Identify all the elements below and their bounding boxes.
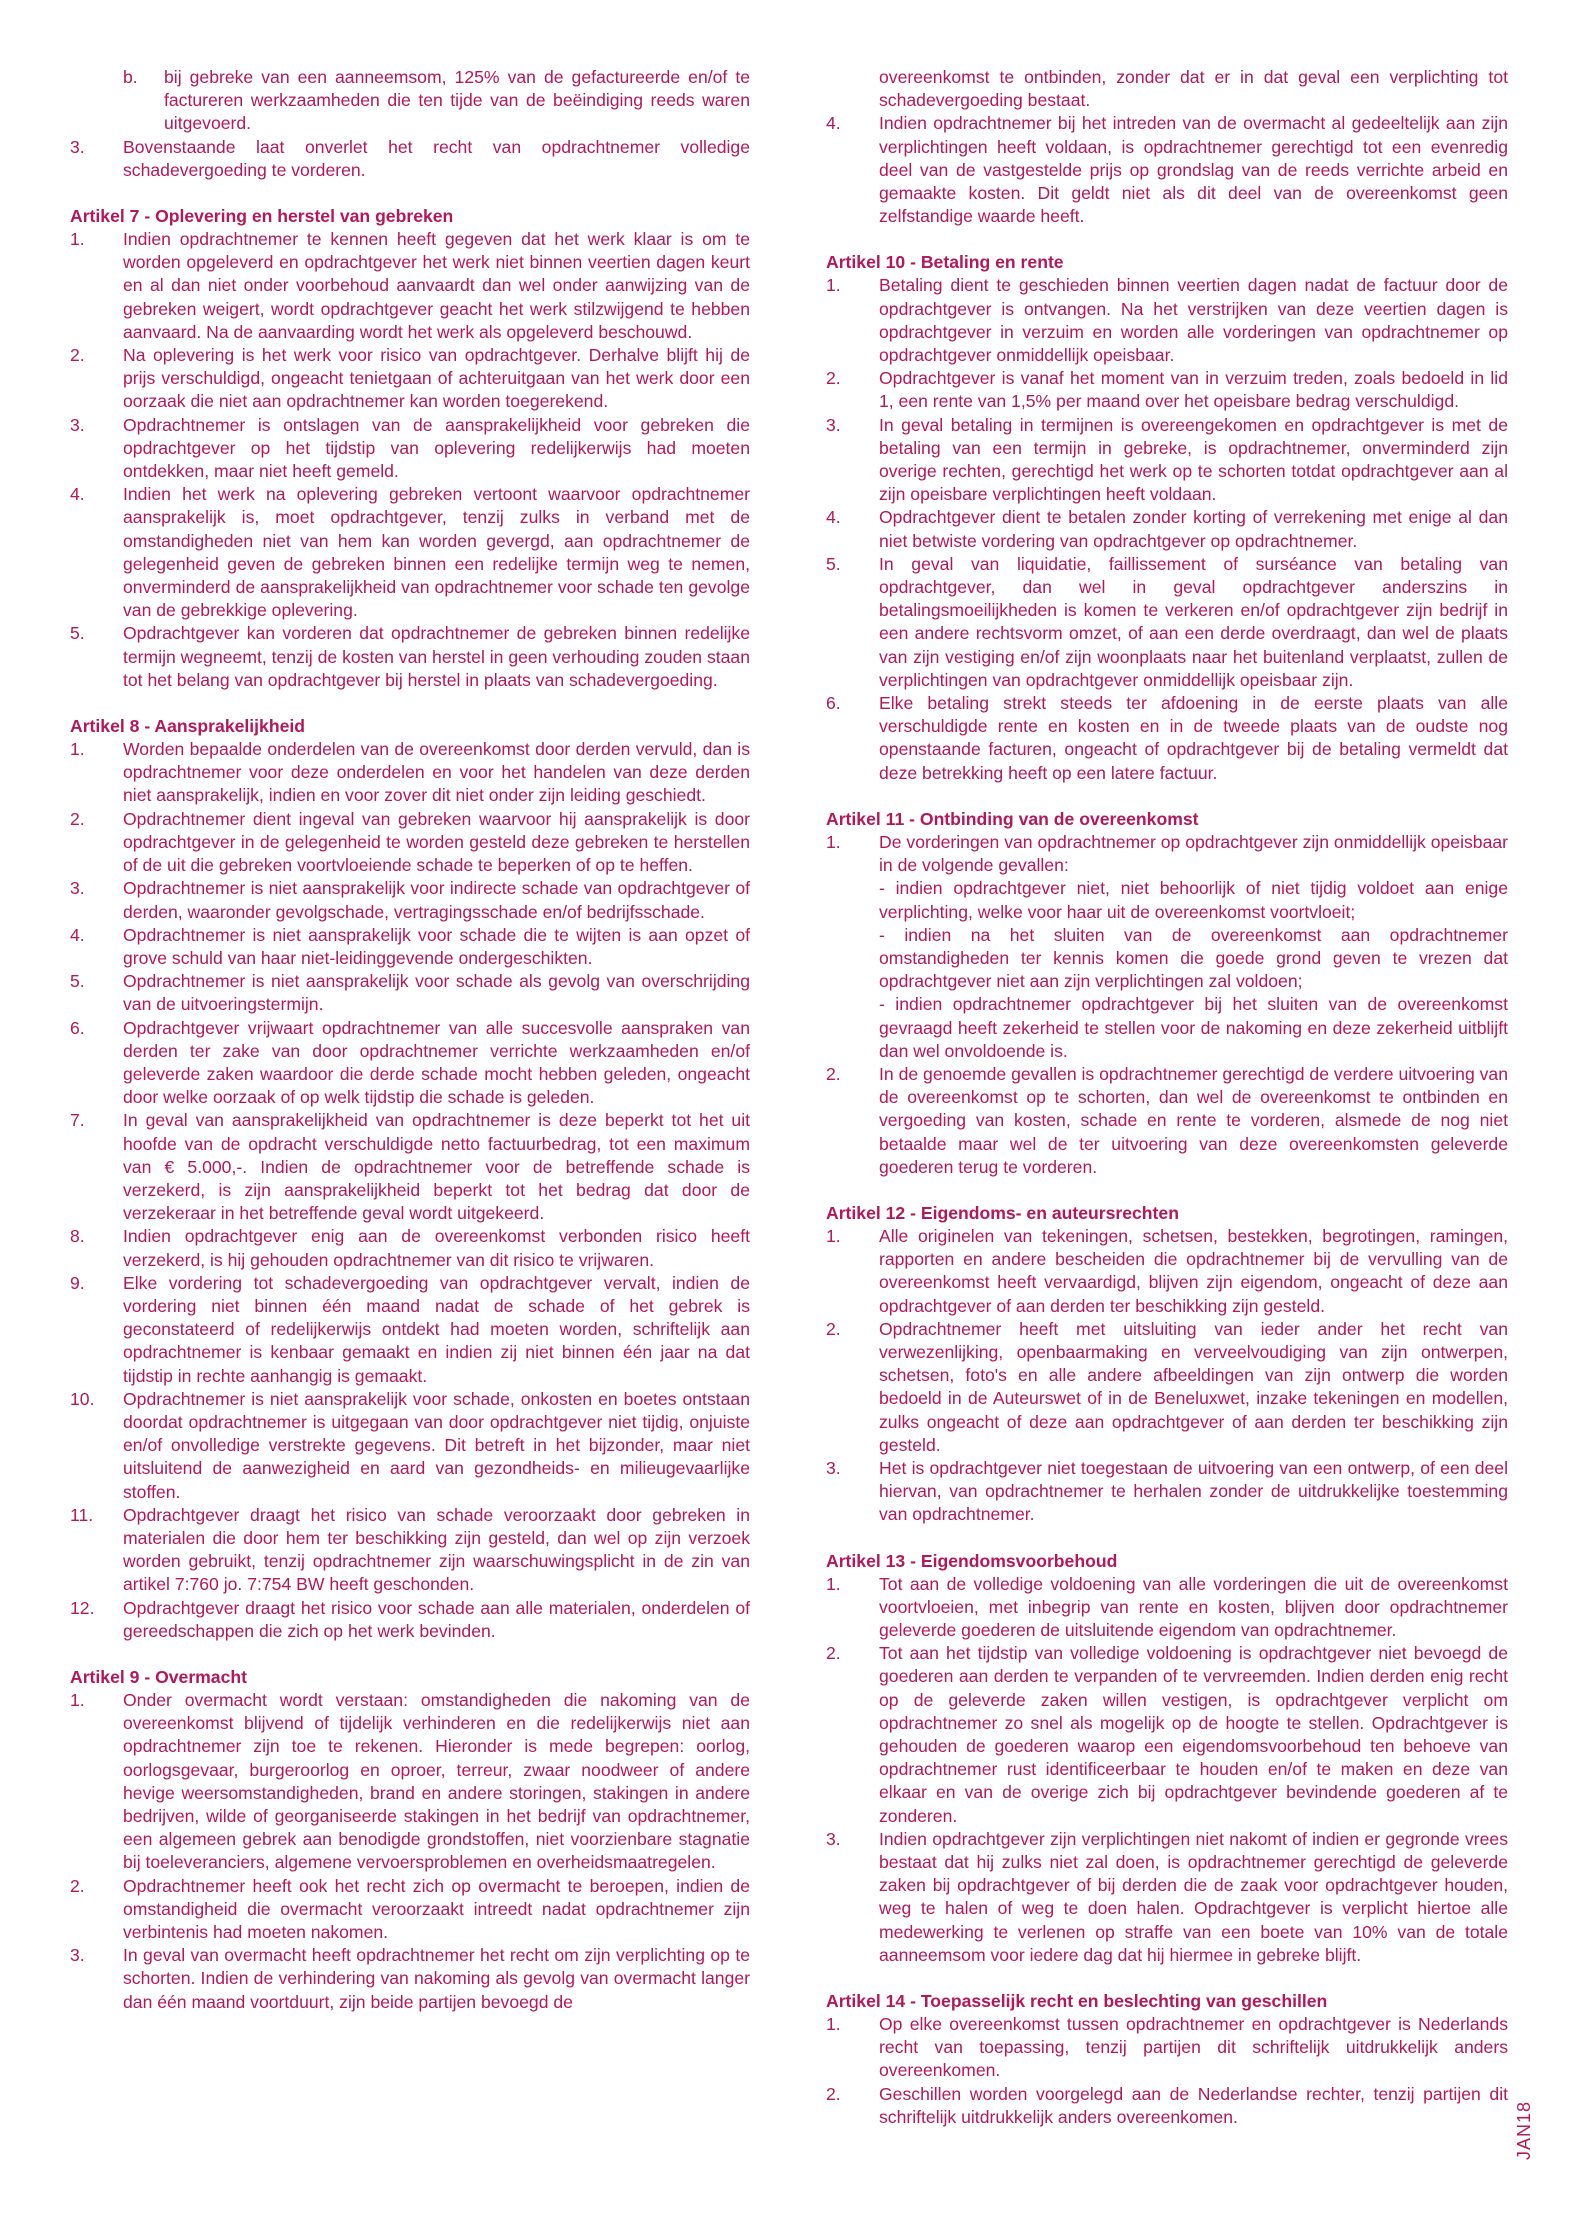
list-item xyxy=(70,1225,750,1271)
list-item: 3. Bovenstaande laat onverlet het recht van opdrachtnemer volledige schadevergoeding te vorderen. xyxy=(70,136,750,180)
article-10 xyxy=(826,251,1508,784)
right-column xyxy=(826,66,1508,2152)
list-item: 4. Indien opdrachtnemer bij het intreden van de overmacht al gedeeltelijk aan zijn verplichtingen heeft voldaan, is opdrachtnemer gerechtigd tot een evenredig deel van de vastgestelde prijs op grondslag van de reeds verrichte arbeid en gemaakte kosten. Dit geldt niet als dit deel van de overeenkomst geen zelfstandige waarde heeft. xyxy=(826,113,1508,227)
list-item: b. bij gebreke van een aanneemsom, 125% van de gefactureerde en/of te factureren werkzaamheden die ten tijde van de beëindiging reeds waren uitgevoerd. xyxy=(123,67,750,134)
list-item xyxy=(70,808,750,878)
list-item xyxy=(70,1597,750,1643)
article-heading: Artikel 11 - Ontbinding van de overeenkomst xyxy=(826,808,1199,829)
item-number: 2. xyxy=(70,808,85,829)
list-item xyxy=(70,414,750,484)
item-text: Opdrachtnemer heeft met uitsluiting van ieder ander het recht van verwezenlijking, openbaarmaking en verveelvoudiging van zijn ontwerpen, schetsen, foto's en alle andere afbeeldingen van zijn ontwerp die worden bedoeld in de Auteurswet of in de Beneluxwet, inzake tekeningen en modellen, zulks ongeacht of deze aan opdrachtgever of aan derden ter beschikking zijn gesteld. xyxy=(879,1318,1508,1455)
list-item xyxy=(826,274,1508,367)
item-number: 2. xyxy=(826,368,841,389)
item-text: Opdrachtgever draagt het risico van schade veroorzaakt door gebreken in materialen die door hem ter beschikking zijn gesteld, dan wel op zijn verzoek worden gebruikt, tenzij opdrachtnemer zijn waarschuwingsplicht in de zin van artikel 7:760 jo. 7:754 BW heeft geschonden. xyxy=(123,1504,750,1595)
article-14 xyxy=(826,1990,1508,2129)
item-text: In de genoemde gevallen is opdrachtnemer gerechtigd de verdere uitvoering van de overeenkomst op te schorten, dan wel de overeenkomst te ontbinden en vergoeding van kosten, schade en rente te vorderen, alsmede de nog niet betaalde maar wel de ter uitvoering van deze overeenkomsten geleverde goederen terug te vorderen. xyxy=(879,1063,1508,1177)
item-text: Opdrachtgever vrijwaart opdrachtnemer van alle succesvolle aanspraken van derden ter zake van door opdrachtnemer verrichte werkzaamheden en/of geleverde zaken waardoor die derde schade mocht hebben geleden, ongeacht door welke oorzaak of op welk tijdstip die schade is geleden. xyxy=(123,1017,750,1108)
item-number: 12. xyxy=(70,1597,95,1618)
item-number: 3. xyxy=(826,1457,841,1478)
article-11 xyxy=(826,808,1508,1179)
list-item: 1. De vorderingen van opdrachtnemer op opdrachtgever zijn onmiddellijk opeisbaar in de volgende gevallen: - indien opdrachtgever niet, niet behoorlijk of niet tijdig voldoet aan enige verplichting, welke voor haar uit de overeenkomst voortvloeit; - indien na het sluiten van de overeenkomst aan opdrachtnemer omstandigheden ter kennis komen die goede grond geven te vrezen dat opdrachtgever niet aan zijn verplichtingen zal voldoen; - indien opdrachtnemer opdrachtgever bij het sluiten van de overeenkomst gevraagd heeft zekerheid te stellen voor de nakoming en deze zekerheid uitblijft dan wel onvoldoende is. xyxy=(826,831,1508,1063)
item-number: 5. xyxy=(70,971,85,992)
list-item xyxy=(826,553,1508,692)
list-item xyxy=(70,1388,750,1504)
dash-item: - indien opdrachtnemer opdrachtgever bij het sluiten van de overeenkomst gevraagd heeft zekerheid te stellen voor de nakoming en deze zekerheid uitblijft dan wel onvoldoende is. xyxy=(879,994,1508,1061)
list-item xyxy=(826,1573,1508,1643)
article-heading: Artikel 8 - Aansprakelijkheid xyxy=(70,716,305,737)
article-8 xyxy=(70,715,750,1643)
item-number: 6. xyxy=(826,693,841,714)
list-item xyxy=(826,506,1508,552)
item-number: 3. xyxy=(70,414,85,435)
document-version-code: JAN18 xyxy=(1514,2100,1534,2160)
item-text: Tot aan het tijdstip van volledige voldoening is opdrachtgever niet bevoegd de goederen aan derden te verpanden of te vervreemden. Indien derden enig recht op de geleverde zaken willen vestigen, is opdrachtgever verplicht om opdrachtnemer zo snel als mogelijk op de hoogte te stellen. Opdrachtgever is gehouden de goederen waarop een eigendomsvoorbehoud ten behoeve van opdrachtnemer rust identificeerbaar te houden en/of te maken en deze van elkaar en van de overige zich bij opdrachtgever bevindende goederen af te zonderen. xyxy=(879,1643,1508,1826)
item-text: Opdrachtnemer is niet aansprakelijk voor schade die te wijten is aan opzet of grove schuld van haar niet-leidinggevende ondergeschikten. xyxy=(123,924,750,968)
item-text: Opdrachtgever kan vorderen dat opdrachtnemer de gebreken binnen redelijke termijn wegneemt, tenzij de kosten van herstel in geen verhouding zouden staan tot het belang van opdrachtgever bij herstel in plaats van schadevergoeding. xyxy=(123,623,750,690)
list-item xyxy=(70,483,750,622)
article-heading: Artikel 10 - Betaling en rente xyxy=(826,252,1064,273)
dash-item: - indien na het sluiten van de overeenkomst aan opdrachtnemer omstandigheden ter kennis komen die goede grond geven te vrezen dat opdrachtgever niet aan zijn verplichtingen zal voldoen; xyxy=(879,924,1508,992)
item-text: Elke vordering tot schadevergoeding van opdrachtgever vervalt, indien de vordering niet binnen één maand nadat de schade of het gebrek is geconstateerd of redelijkerwijs ontdekt had moeten worden, schriftelijk aan opdrachtnemer is kenbaar gemaakt en indien zij niet binnen één jaar na dat tijdstip in rechte aanhangig is gemaakt. xyxy=(123,1272,750,1386)
list-item xyxy=(826,692,1508,785)
article-9 xyxy=(70,1666,750,2014)
list-item xyxy=(826,1457,1508,1527)
item-number: 2. xyxy=(70,1875,85,1896)
item-number: 5. xyxy=(826,553,841,574)
list-item xyxy=(70,1272,750,1388)
item-text: In geval van overmacht heeft opdrachtnemer het recht om zijn verplichting op te schorten. Indien de verhindering van nakoming als gevolg van overmacht langer dan één maand voortduurt, zijn beide partijen bevoegd de xyxy=(123,1945,750,2012)
item-text: Worden bepaalde onderdelen van de overeenkomst door derden vervuld, dan is opdrachtnemer voor deze onderdelen en voor het handelen van deze derden niet aansprakelijk, indien en voor zover dit niet onder zijn leiding geschiedt. xyxy=(123,739,750,806)
item-text: Indien het werk na oplevering gebreken vertoont waarvoor opdrachtnemer aansprakelijk is, moet opdrachtgever, tenzij zulks in verband met de omstandigheden niet van hem kan worden gevergd, aan opdrachtnemer de gelegenheid geven de gebreken binnen een redelijke termijn weg te nemen, onverminderd de aansprakelijkheid van opdrachtnemer voor schade ten gevolge van de gebrekkige oplevering. xyxy=(123,484,750,621)
item-text: Tot aan de volledige voldoening van alle vorderingen die uit de overeenkomst voortvloeien, met inbegrip van rente en kosten, blijven door opdrachtnemer geleverde goederen de uitsluitende eigendom van opdrachtnemer. xyxy=(879,1573,1508,1640)
list-item xyxy=(826,2083,1508,2129)
article-heading: Artikel 9 - Overmacht xyxy=(70,1667,247,1687)
item-number: 3. xyxy=(826,414,841,435)
article-heading: Artikel 14 - Toepasselijk recht en beslechting van geschillen xyxy=(826,1991,1328,2012)
item-number: 1. xyxy=(826,275,841,296)
list-item xyxy=(826,367,1508,413)
list-item xyxy=(70,1109,750,1225)
item-text: Geschillen worden voorgelegd aan de Nederlandse rechter, tenzij partijen dit schriftelijk uitdrukkelijk anders overeenkomen. xyxy=(879,2083,1508,2127)
article-9-continuation xyxy=(826,66,1508,228)
item-number: 1. xyxy=(826,2014,841,2035)
item-number: 2. xyxy=(826,1318,841,1339)
list-item xyxy=(70,622,750,692)
item-number: 2. xyxy=(826,1643,841,1664)
item-text: Opdrachtnemer is niet aansprakelijk voor indirecte schade van opdrachtgever of derden, waaronder gevolgschade, vertragingsschade en/of bedrijfsschade. xyxy=(123,878,750,922)
list-item xyxy=(70,228,750,344)
item-text: Alle originelen van tekeningen, schetsen, bestekken, begrotingen, ramingen, rapporten en andere bescheiden die opdrachtnemer bij de vervulling van de overeenkomst heeft vervaardigd, blijven zijn eigendom, ongeacht of deze aan opdrachtgever of aan derden ter beschikking zijn gesteld. xyxy=(879,1225,1508,1316)
item-text: Onder overmacht wordt verstaan: omstandigheden die nakoming van de overeenkomst blijvend of tijdelijk verhinderen en die redelijkerwijs niet aan opdrachtnemer zijn toe te rekenen. Hieronder is mede begrepen: oorlog, oorlogsgevaar, burgeroorlog en oproer, terreur, zwaar noodweer of andere hevige weersomstandigheden, brand en andere storingen, stakingen in andere bedrijven, wilde of georganiseerde stakingen in het bedrijf van opdrachtnemer, een algemeen gebrek aan benodigde grondstoffen, niet voorzienbare stagnatie bij toeleveranciers, algemene vervoersproblemen en overheidsmaatregelen. xyxy=(123,1690,750,1873)
article-7 xyxy=(70,205,750,692)
list-item xyxy=(826,2013,1508,2083)
left-column xyxy=(70,66,750,2037)
list-item xyxy=(70,1504,750,1597)
item-number: 10. xyxy=(70,1388,95,1409)
item-text: Opdrachtnemer dient ingeval van gebreken waarvoor hij aansprakelijk is door opdrachtgever in de gelegenheid te worden gesteld deze gebreken te herstellen of de uit die gebreken voortvloeiende schade te beperken of op te heffen. xyxy=(123,808,750,876)
list-item xyxy=(70,1875,750,1945)
list-item xyxy=(70,1944,750,2014)
item-number: 2. xyxy=(826,1063,841,1084)
article-13 xyxy=(826,1550,1508,1967)
item-number: 1. xyxy=(70,1690,85,1710)
item-number: 4. xyxy=(70,484,85,505)
list-item xyxy=(70,1017,750,1110)
item-text: Opdrachtnemer is ontslagen van de aansprakelijkheid voor gebreken die opdrachtgever op het tijdstip van oplevering redelijkerwijs had moeten ontdekken, maar niet heeft gemeld. xyxy=(123,414,750,482)
article-heading: Artikel 7 - Oplevering en herstel van gebreken xyxy=(70,206,454,227)
item-number: 1. xyxy=(70,739,85,760)
item-text: Elke betaling strekt steeds ter afdoening in de eerste plaats van alle verschuldigde rente en kosten en in de tweede plaats van de oudste nog openstaande facturen, ongeacht of opdrachtgever bij de betaling vermeldt dat deze betrekking heeft op een latere factuur. xyxy=(879,693,1508,783)
item-number: 4. xyxy=(826,507,841,528)
item-number: 2. xyxy=(70,345,85,366)
item-text: Betaling dient te geschieden binnen veertien dagen nadat de factuur door de opdrachtgever is ontvangen. Na het verstrijken van deze veertien dagen is opdrachtgever in verzuim en worden alle vorderingen van opdrachtnemer op opdrachtgever onmiddellijk opeisbaar. xyxy=(879,275,1508,366)
item-text: Op elke overeenkomst tussen opdrachtnemer en opdrachtgever is Nederlands recht van toepassing, tenzij partijen dit schriftelijk uitdrukkelijk anders overeenkomen. xyxy=(879,2014,1508,2081)
item-text: Opdrachtnemer is niet aansprakelijk voor schade, onkosten en boetes ontstaan doordat opdrachtnemer is uitgegaan van door opdrachtgever niet tijdig, onjuiste en/of onvolledige verstrekte gegevens. Dit betreft in het bijzonder, maar niet uitsluitend de aanwezigheid en aard van gezondheids- en milieugevaarlijke stoffen. xyxy=(123,1388,750,1502)
item-text: In geval van aansprakelijkheid van opdrachtnemer is deze beperkt tot het uit hoofde van de opdracht verschuldigde netto factuurbedrag, tot een maximum van € 5.000,-. Indien de opdrachtnemer voor de betreffende schade is verzekerd, is zijn aansprakelijkheid beperkt tot het bedrag dat door de verzekeraar in het betreffende geval wordt uitgekeerd. xyxy=(123,1110,750,1224)
item-number: 3. xyxy=(826,1828,841,1849)
list-item xyxy=(826,1318,1508,1457)
article-12 xyxy=(826,1202,1508,1527)
item-number: 1. xyxy=(70,229,85,250)
list-item xyxy=(70,877,750,923)
item-text: Opdrachtnemer heeft ook het recht zich op overmacht te beroepen, indien de omstandigheid die overmacht veroorzaakt intreedt nadat opdrachtnemer zijn verbintenis had moeten nakomen. xyxy=(123,1875,750,1943)
item-number: 11. xyxy=(70,1504,94,1525)
item-text: Indien opdrachtgever zijn verplichtingen niet nakomt of indien er gegronde vrees bestaat dat hij zulks niet zal doen, is opdrachtnemer gerechtigd de geleverde zaken bij opdrachtgever of bij derden die de zaak voor opdrachtgever houden, weg te halen of weg te doen halen. Opdrachtgever is verplicht hiertoe alle medewerking te verlenen op straffe van een boete van 10% van de totale aanneemsom voor iedere dag dat hij hiermee in gebreke blijft. xyxy=(879,1828,1508,1965)
item-text: Opdrachtgever dient te betalen zonder korting of verrekening met enige al dan niet betwiste vordering van opdrachtgever op opdrachtnemer. xyxy=(879,507,1508,551)
item-number: 1. xyxy=(826,1225,841,1246)
list-item xyxy=(826,1063,1508,1179)
item-number: 1. xyxy=(826,1573,841,1594)
item-text: Indien opdrachtgever enig aan de overeenkomst verbonden risico heeft verzekerd, is hij gehouden opdrachtnemer van dit risico te vrijwaren. xyxy=(123,1226,750,1270)
list-item xyxy=(70,924,750,970)
list-item xyxy=(70,970,750,1016)
item-text: Indien opdrachtnemer te kennen heeft gegeven dat het werk klaar is om te worden opgeleverd en opdrachtgever het werk niet binnen veertien dagen keurt en al dan niet onder voorbehoud aanvaardt dan wel onder aanwijzing van de gebreken weigert, wordt opdrachtgever geacht het werk stilzwijgend te hebben aanvaard. Na de aanvaarding wordt het werk als opgeleverd beschouwd. xyxy=(123,229,750,342)
item-text: Opdrachtgever draagt het risico voor schade aan alle materialen, onderdelen of gereedschappen die zich op het werk bevinden. xyxy=(123,1597,750,1641)
item-number: 5. xyxy=(70,623,85,644)
item-number: 6. xyxy=(70,1017,85,1038)
item-number: 3. xyxy=(70,1945,85,1966)
paragraph-continuation: overeenkomst te ontbinden, zonder dat er in dat geval een verplichting tot schadevergoeding bestaat. xyxy=(879,67,1508,111)
item-text: Het is opdrachtgever niet toegestaan de uitvoering van een ontwerp, of een deel hiervan, van opdrachtnemer te herhalen zonder de uitdrukkelijke toestemming van opdrachtnemer. xyxy=(879,1457,1508,1525)
item-number: 4. xyxy=(70,924,85,945)
list-item xyxy=(70,344,750,414)
list-item xyxy=(826,414,1508,507)
item-text: Opdrachtgever is vanaf het moment van in verzuim treden, zoals bedoeld in lid 1, een rente van 1,5% per maand over het opeisbare bedrag verschuldigd. xyxy=(879,368,1508,412)
list-item xyxy=(826,1828,1508,1967)
list-item xyxy=(70,1689,750,1875)
item-number: 7. xyxy=(70,1110,85,1131)
item-number: 3. xyxy=(70,878,85,899)
dash-item: - indien opdrachtgever niet, niet behoorlijk of niet tijdig voldoet aan enige verplichting, welke voor haar uit de overeenkomst voortvloeit; xyxy=(879,878,1508,922)
item-number: 9. xyxy=(70,1272,85,1293)
article-6-continuation xyxy=(70,66,750,182)
item-number: 2. xyxy=(826,2083,841,2104)
list-item xyxy=(826,1225,1508,1318)
item-text: Opdrachtnemer is niet aansprakelijk voor schade als gevolg van overschrijding van de uitvoeringstermijn. xyxy=(123,971,750,1015)
list-item xyxy=(826,1642,1508,1828)
item-text: Na oplevering is het werk voor risico van opdrachtgever. Derhalve blijft hij de prijs verschuldigd, ongeacht tenietgaan of achteruitgaan van het werk door een oorzaak die niet aan opdrachtnemer kan worden toegerekend. xyxy=(123,345,750,412)
item-number: 8. xyxy=(70,1226,85,1247)
list-item xyxy=(70,738,750,808)
item-text: In geval van liquidatie, faillissement of surséance van betaling van opdrachtgever, dan wel in geval opdrachtgever anderszins in betalingsmoeilijkheden is komen te verkeren en/of opdrachtgever zijn bedrijf in een andere rechtsvorm omzet, of aan een derde overdraagt, dan wel de plaats van zijn vestiging en/of zijn woonplaats naar het buitenland verplaatst, zullen de verplichtingen van opdrachtgever onmiddellijk opeisbaar zijn. xyxy=(879,553,1508,690)
article-heading: Artikel 12 - Eigendoms- en auteursrechten xyxy=(826,1202,1179,1223)
item-text: In geval betaling in termijnen is overeengekomen en opdrachtgever is met de betaling van een termijn in gebreke, is opdrachtnemer, onverminderd zijn overige rechten, gerechtigd het werk op te schorten totdat opdrachtgever aan al zijn opeisbare verplichtingen heeft voldaan. xyxy=(879,414,1508,505)
article-heading: Artikel 13 - Eigendomsvoorbehoud xyxy=(826,1550,1118,1571)
